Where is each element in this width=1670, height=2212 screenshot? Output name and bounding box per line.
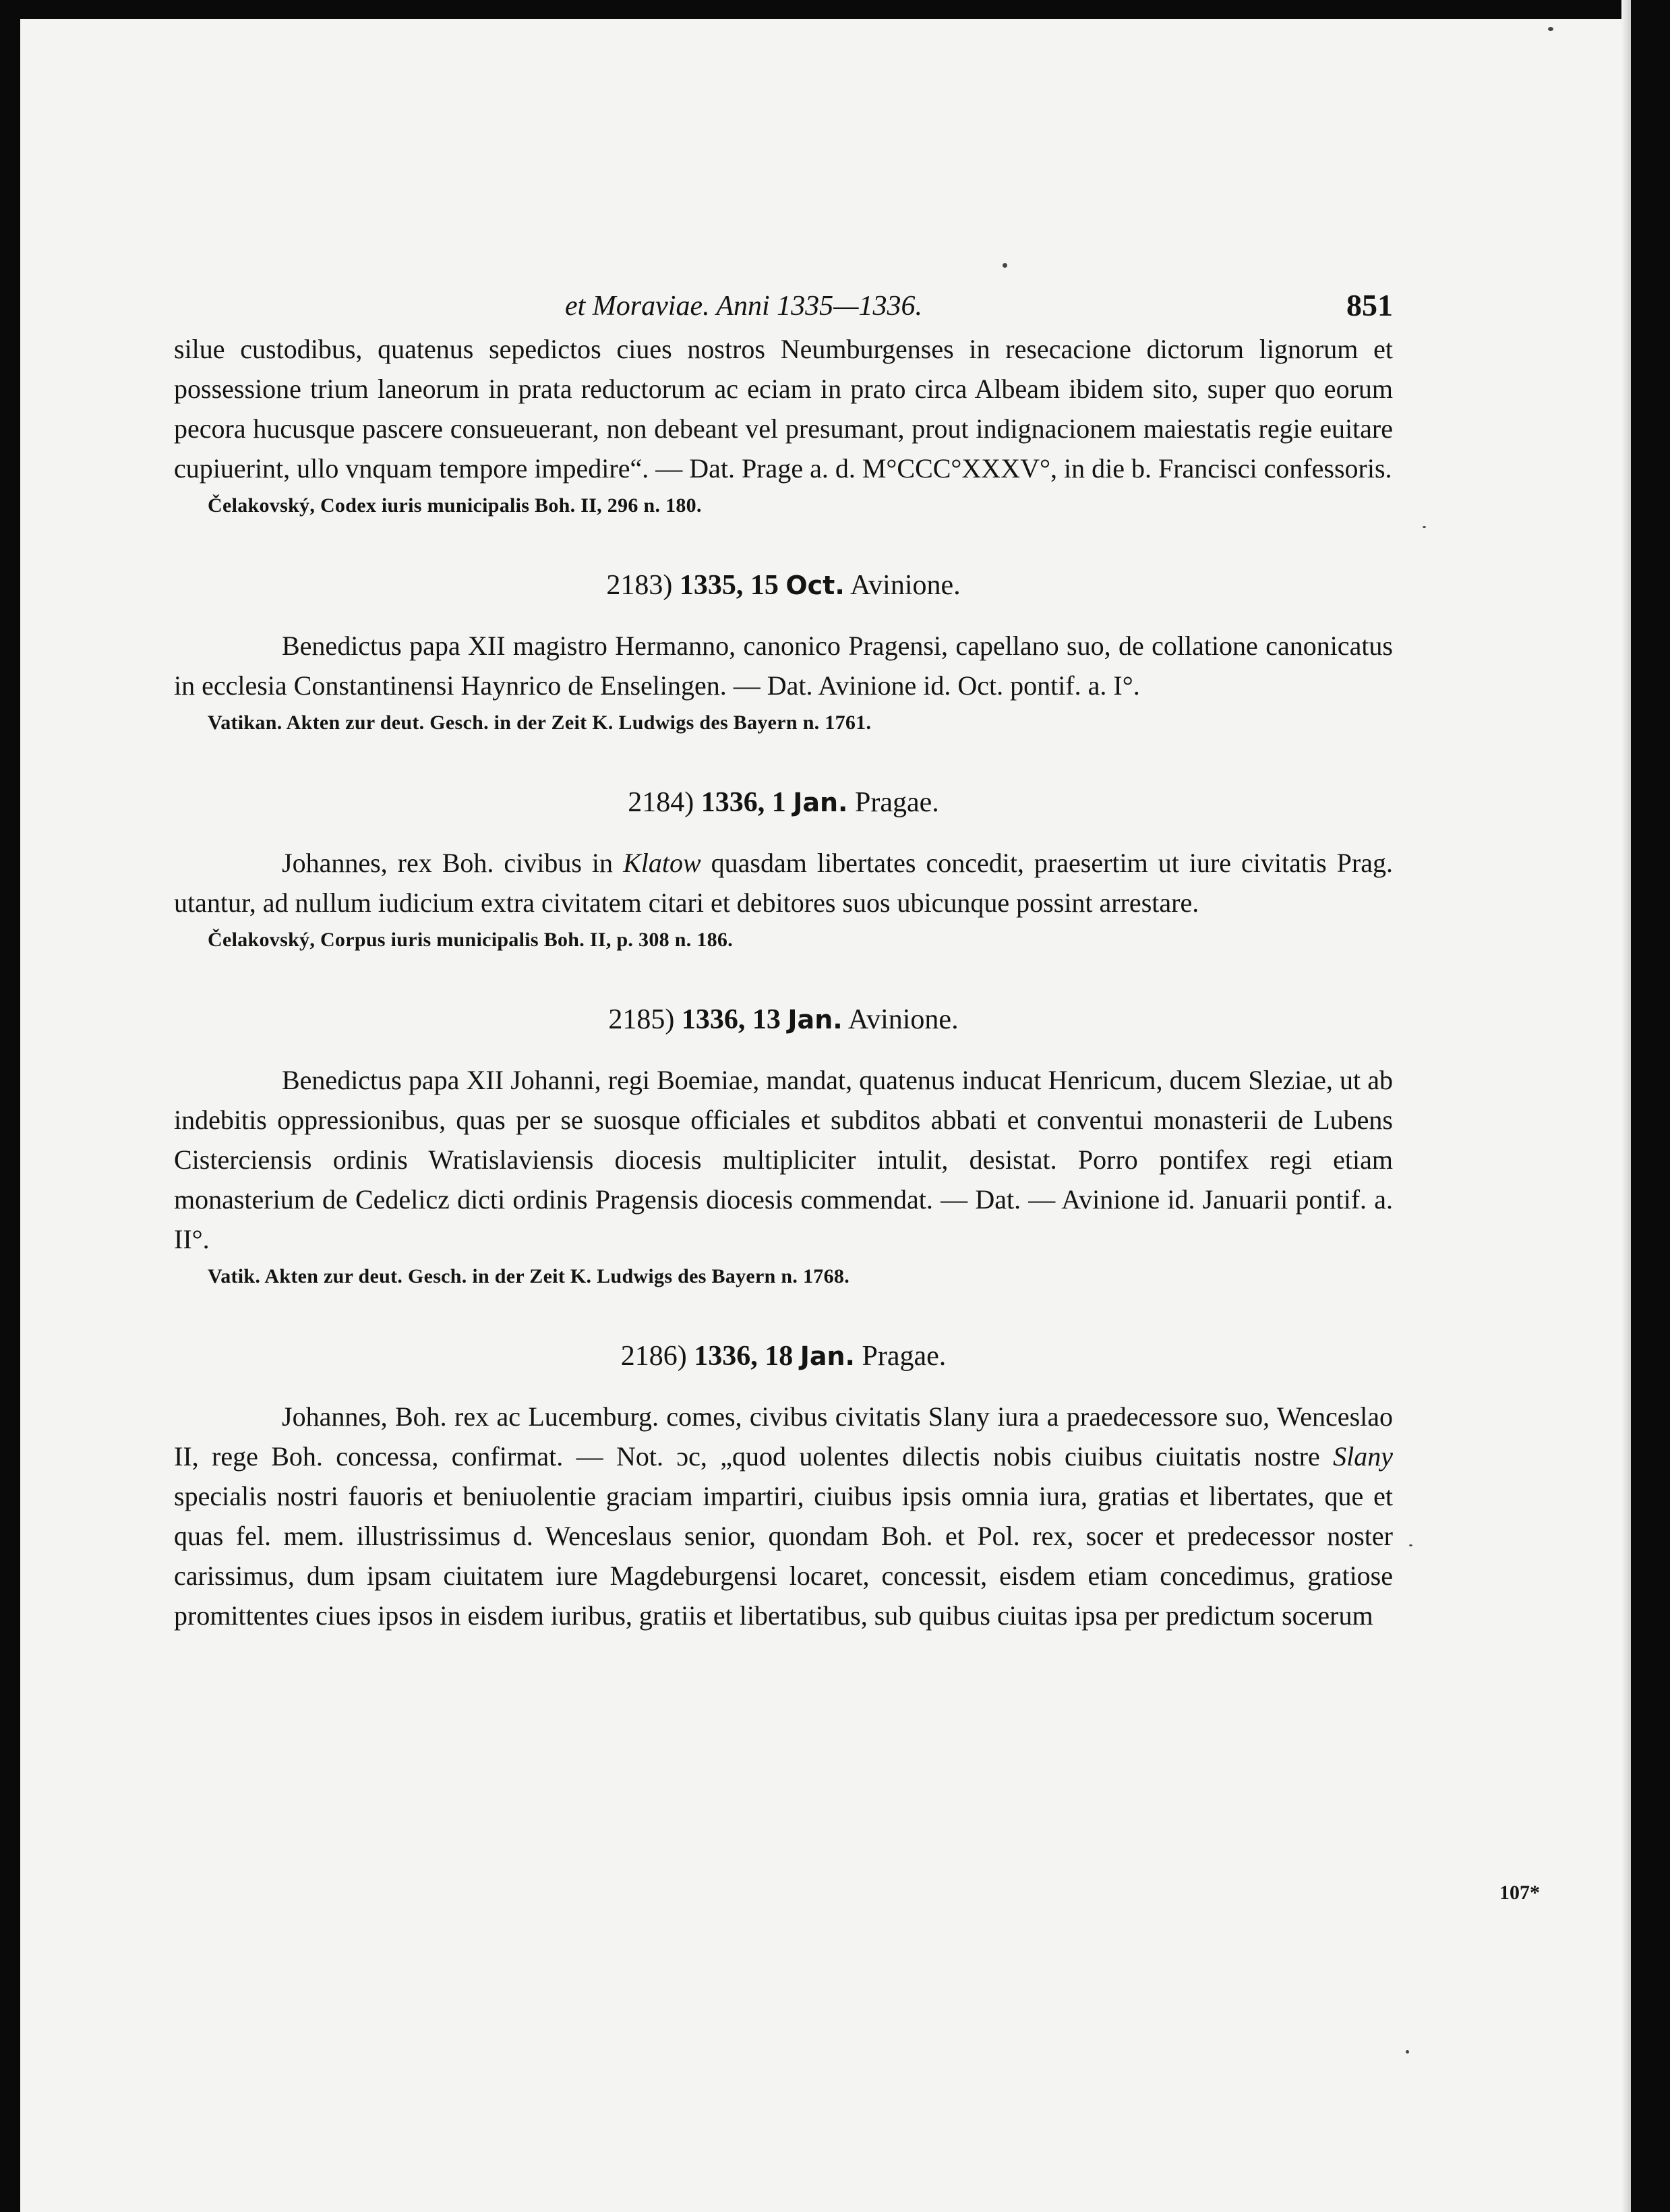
scan-border-top xyxy=(0,0,1670,19)
entry-text: Benedictus papa XII magistro Hermanno, canonico Pragensi, capellano suo, de collatione canonicatus in ecclesia Constantinensi Haynrico de Enselingen. — Dat. Avinione id. Oct. pontif. a. I°. xyxy=(174,631,1393,701)
source-citation: Vatikan. Akten zur deut. Gesch. in der Zeit K. Ludwigs des Bayern n. 1761. xyxy=(208,711,872,734)
entry-heading xyxy=(174,782,1393,823)
scan-speck xyxy=(1548,27,1553,31)
source-citation: Čelakovský, Corpus iuris municipalis Boh. II, p. 308 n. 186. xyxy=(208,929,734,951)
page-content xyxy=(174,282,1393,1635)
entry-date: 1336, 18 xyxy=(694,1341,794,1372)
scan-border-right xyxy=(1631,0,1670,2212)
running-head xyxy=(174,282,1393,329)
entry-place: Pragae. xyxy=(862,1341,947,1372)
entry-heading xyxy=(174,565,1393,606)
entry-number: 2185) xyxy=(608,1004,675,1035)
entry-month: Oct. xyxy=(785,571,845,600)
entry-text xyxy=(174,1397,1393,1635)
entry-text-part: specialis nostri fauoris et beniuolentie graciam impartiri, ciuibus ipsis omnia iura, gratias et libertates, que et quas fel. mem. illustrissimus d. Wenceslaus senior, quondam Boh. et Pol. rex, socer et predecessor noster carissimus, dum ipsam ciuitatem iure Magdeburgensi locaret, concessit, eisdem etiam concedimus, gratiose promittentes ciues ipsos in eisdem iuribus, gratiis et libertatibus, sub quibus ciuitas ipsa per predictum socerum xyxy=(174,1481,1393,1631)
scan-border-left xyxy=(0,0,20,2212)
entry-heading xyxy=(174,1336,1393,1376)
entry-month: Jan. xyxy=(787,1005,843,1035)
place-name-italic: Klatow xyxy=(623,848,701,878)
place-name-italic: Slany xyxy=(1333,1441,1393,1472)
entry-number: 2183) xyxy=(606,570,673,601)
entry-heading xyxy=(174,999,1393,1040)
entry-text xyxy=(174,843,1393,923)
page-number: 851 xyxy=(1346,288,1393,322)
scan-speck xyxy=(1003,263,1007,268)
entry-text: Benedictus papa XII Johanni, regi Boemiae, mandat, quatenus inducat Henricum, ducem Sleziae, ut ab indebitis oppressionibus, quas per se suosque officiales et subditos abbati et conventui monasterii de Lubens Cisterciensis ordinis Wratislaviensis diocesis multipliciter intulit, desistat. Porro pontifex regi etiam monasterium de Cedelicz dicti ordinis Pragensis diocesis commendat. — Dat. — Avinione id. Januarii pontif. a. II°. xyxy=(174,1065,1393,1254)
entry-month: Jan. xyxy=(793,788,848,817)
entry-date: 1335, 15 xyxy=(679,570,779,601)
entry-text-part: Johannes, rex Boh. civibus in xyxy=(282,848,624,878)
scan-speck xyxy=(1406,2050,1409,2054)
continuation-text: silue custodibus, quatenus sepedictos ciues nostros Neumburgenses in resecacione dictorum lignorum et possessione trium laneorum in prata reductorum ac eciam in prato circa Albeam ibidem sito, super quo eorum pecora hucusque pascere consueuerant, non debeant vel presumant, prout indignacionem maiestatis regie euitare cupiuerint, ullo vnquam tempore impedire“. — Dat. Prage a. d. M°CCC°XXXV°, in die b. Francisci confessoris. xyxy=(174,334,1393,484)
source-citation: Čelakovský, Codex iuris municipalis Boh. II, 296 n. 180. xyxy=(208,494,702,517)
entry-text-part: Johannes, Boh. rex ac Lucemburg. comes, civibus civitatis Slany iura a praedecessore suo, Wenceslao II, rege Boh. concessa, confirmat. — Not. ɔc, „quod uolentes dilectis nobis ciuibus ciuitatis nostre xyxy=(174,1401,1393,1472)
entry-date: 1336, 13 xyxy=(681,1004,781,1035)
signature-mark: 107* xyxy=(1499,1882,1540,1904)
entry-number: 2186) xyxy=(620,1341,687,1372)
entry-place: Pragae. xyxy=(855,787,939,818)
entry-place: Avinione. xyxy=(847,1004,959,1035)
scan-speck xyxy=(1423,526,1426,528)
entry-month: Jan. xyxy=(800,1341,855,1371)
running-title: et Moraviae. Anni 1335—1336. xyxy=(565,291,923,322)
entry-number: 2184) xyxy=(628,787,694,818)
source-citation: Vatik. Akten zur deut. Gesch. in der Zeit K. Ludwigs des Bayern n. 1768. xyxy=(208,1265,849,1287)
page-edge-shadow xyxy=(1621,0,1631,2212)
entry-place: Avinione. xyxy=(849,570,961,601)
scan-speck xyxy=(1409,1544,1412,1546)
entry-date: 1336, 1 xyxy=(700,787,786,818)
entry-text-part: quasdam libertates concedit, praesertim ut iure civitatis Prag. utantur, ad nullum iudicium extra civitatem citari et debitores suos ubicunque possint arrestare. xyxy=(174,848,1393,918)
